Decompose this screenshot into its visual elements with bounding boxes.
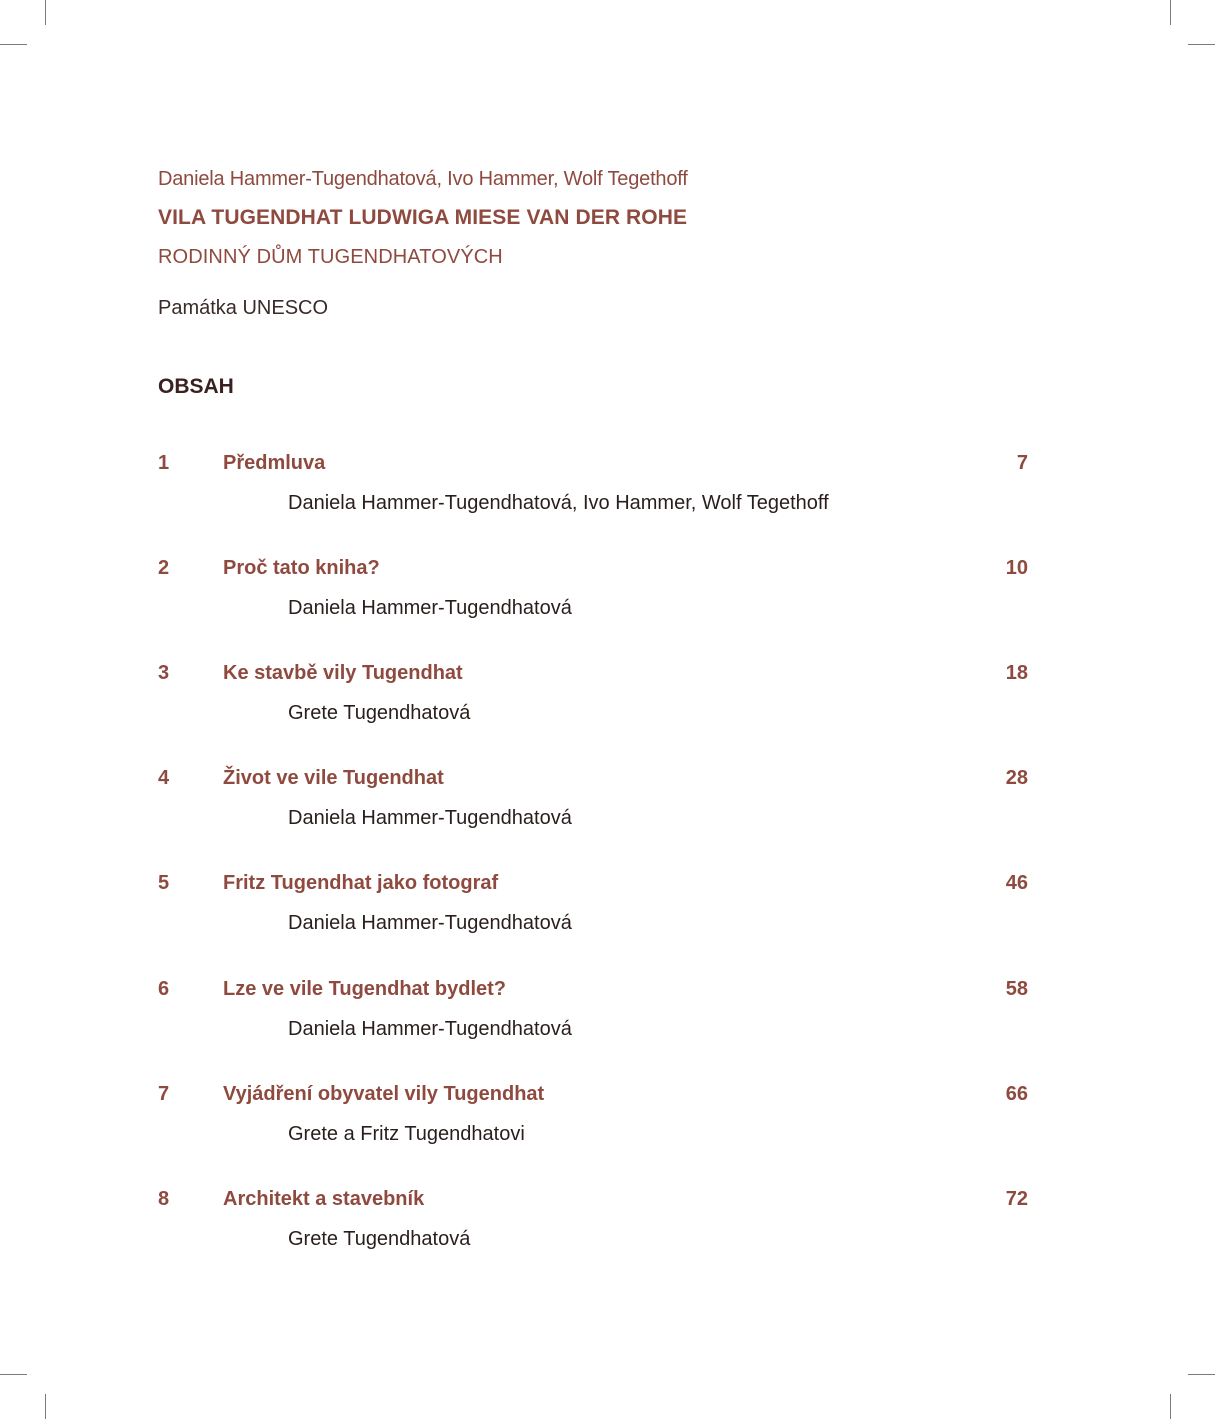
crop-mark-top-right-horizontal (1188, 44, 1215, 45)
toc-entry-title: Ke stavbě vily Tugendhat (223, 662, 463, 684)
toc-entry-author: Daniela Hammer-Tugendhatová (288, 912, 572, 934)
toc-entry-page: 28 (1005, 767, 1028, 789)
toc-entry-author: Grete Tugendhatová (288, 1228, 471, 1250)
toc-entry-page: 18 (1005, 662, 1028, 684)
toc-entry-author: Daniela Hammer-Tugendhatová, Ivo Hammer, Wolf Tegethoff (288, 492, 829, 514)
toc-entry-number: 5 (158, 872, 170, 894)
toc-entry (158, 1188, 1038, 1268)
toc-entry-author: Daniela Hammer-Tugendhatová (288, 1018, 572, 1040)
crop-mark-bottom-left-vertical (45, 1394, 46, 1419)
toc-entry-number: 3 (158, 662, 170, 684)
toc-entry-page: 7 (1016, 452, 1028, 474)
toc-entry (158, 978, 1038, 1058)
toc-entry-number: 2 (158, 557, 170, 579)
crop-mark-top-right-vertical (1170, 0, 1171, 25)
toc-entry (158, 1083, 1038, 1163)
toc-entry (158, 557, 1038, 637)
toc-entry-title: Vyjádření obyvatel vily Tugendhat (223, 1083, 545, 1105)
toc-entry-author: Grete Tugendhatová (288, 702, 471, 724)
unesco-note: Památka UNESCO (158, 297, 329, 319)
toc-entry-title: Předmluva (223, 452, 326, 474)
toc-entry (158, 452, 1038, 532)
toc-entry-title: Život ve vile Tugendhat (223, 767, 444, 789)
toc-entry-page: 66 (1005, 1083, 1028, 1105)
toc-entry-number: 7 (158, 1083, 170, 1105)
toc-entry-title: Architekt a stavebník (223, 1188, 425, 1210)
toc-entry-number: 1 (158, 452, 170, 474)
book-subtitle: RODINNÝ DŮM TUGENDHATOVÝCH (158, 246, 503, 268)
toc-entry-page: 58 (1005, 978, 1028, 1000)
toc-entry-page: 10 (1005, 557, 1028, 579)
toc-entry-author: Daniela Hammer-Tugendhatová (288, 807, 572, 829)
toc-entry-author: Grete a Fritz Tugendhatovi (288, 1123, 525, 1145)
toc-entry-title: Lze ve vile Tugendhat bydlet? (223, 978, 507, 1000)
contents-heading: OBSAH (158, 375, 234, 398)
toc-entry-number: 4 (158, 767, 170, 789)
toc-entry-page: 46 (1005, 872, 1028, 894)
book-title: VILA TUGENDHAT LUDWIGA MIESE VAN DER ROHE (158, 206, 688, 229)
toc-entry (158, 662, 1038, 742)
crop-mark-bottom-right-vertical (1170, 1394, 1171, 1419)
toc-entry-number: 6 (158, 978, 170, 1000)
book-authors: Daniela Hammer-Tugendhatová, Ivo Hammer, Wolf Tegethoff (158, 168, 688, 190)
toc-entry (158, 767, 1038, 847)
crop-mark-bottom-left-horizontal (0, 1374, 27, 1375)
toc-entry-title: Proč tato kniha? (223, 557, 380, 579)
toc-entry (158, 872, 1038, 952)
toc-entry-title: Fritz Tugendhat jako fotograf (223, 872, 499, 894)
crop-mark-bottom-right-horizontal (1188, 1374, 1215, 1375)
crop-mark-top-left-horizontal (0, 44, 27, 45)
toc-entry-page: 72 (1005, 1188, 1028, 1210)
toc-entry-author: Daniela Hammer-Tugendhatová (288, 597, 572, 619)
toc-entry-number: 8 (158, 1188, 170, 1210)
crop-mark-top-left-vertical (45, 0, 46, 25)
